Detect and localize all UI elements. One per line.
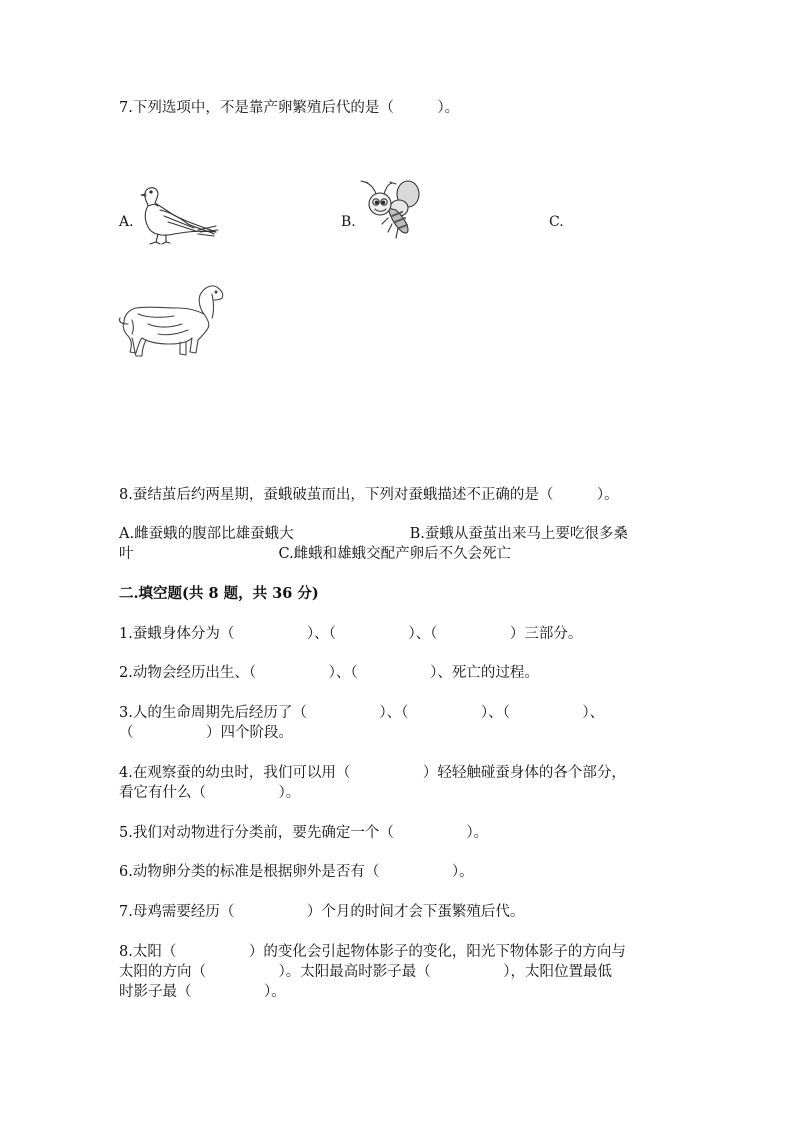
- question-7-stem: 7.下列选项中，不是靠产卵繁殖后代的是（ ）。: [119, 100, 460, 116]
- fill-question-5: 5.我们对动物进行分类前，要先确定一个（ ）。: [119, 825, 489, 841]
- fill-question-3-line-2: （ ）四个阶段。: [119, 725, 293, 741]
- bee-illustration: [358, 178, 422, 242]
- fill-question-2: 2.动物会经历出生、（ ）、（ ）、死亡的过程。: [119, 665, 539, 681]
- fill-question-8-line-3: 时影子最（ ）。: [119, 984, 286, 1000]
- fill-question-1: 1.蚕蛾身体分为（ ）、（ ）、（ ）三部分。: [119, 626, 583, 642]
- fill-question-3-line-1: 3.人的生命周期先后经历了（ ）、（ ）、（ ）、: [119, 705, 605, 721]
- fill-question-4-line-1: 4.在观察蚕的幼虫时，我们可以用（ ）轻轻触碰蚕身体的各个部分，: [119, 765, 626, 781]
- fill-question-6: 6.动物卵分类的标准是根据卵外是否有（ ）。: [119, 864, 474, 880]
- fill-question-8-line-2: 太阳的方向（ ）。太阳最高时影子最（ ），太阳位置最低: [119, 964, 612, 980]
- pigeon-illustration: [136, 180, 220, 248]
- fill-question-8-line-1: 8.太阳（ ）的变化会引起物体影子的变化，阳光下物体影子的方向与: [119, 944, 626, 960]
- q7-option-c-label: C.: [549, 214, 564, 230]
- q8-options-line-1: A.雌蚕蛾的腹部比雄蚕蛾大 B.蚕蛾从蚕茧出来马上要吃很多桑: [119, 526, 628, 542]
- fill-question-4-line-2: 看它有什么（ ）。: [119, 785, 301, 801]
- q7-option-b-label: B.: [341, 214, 356, 230]
- q8-options-line-2: 叶 C.雌蛾和雄蛾交配产卵后不久会死亡: [119, 546, 512, 562]
- fill-question-7: 7.母鸡需要经历（ ）个月的时间才会下蛋繁殖后代。: [119, 904, 525, 920]
- q7-option-a-label: A.: [119, 214, 134, 230]
- section-2-title: 二.填空题(共 8 题，共 36 分): [119, 585, 319, 602]
- question-8-stem: 8.蚕结茧后约两星期，蚕蛾破茧而出，下列对蚕蛾描述不正确的是（ ）。: [119, 487, 619, 503]
- dog-illustration: [118, 280, 228, 362]
